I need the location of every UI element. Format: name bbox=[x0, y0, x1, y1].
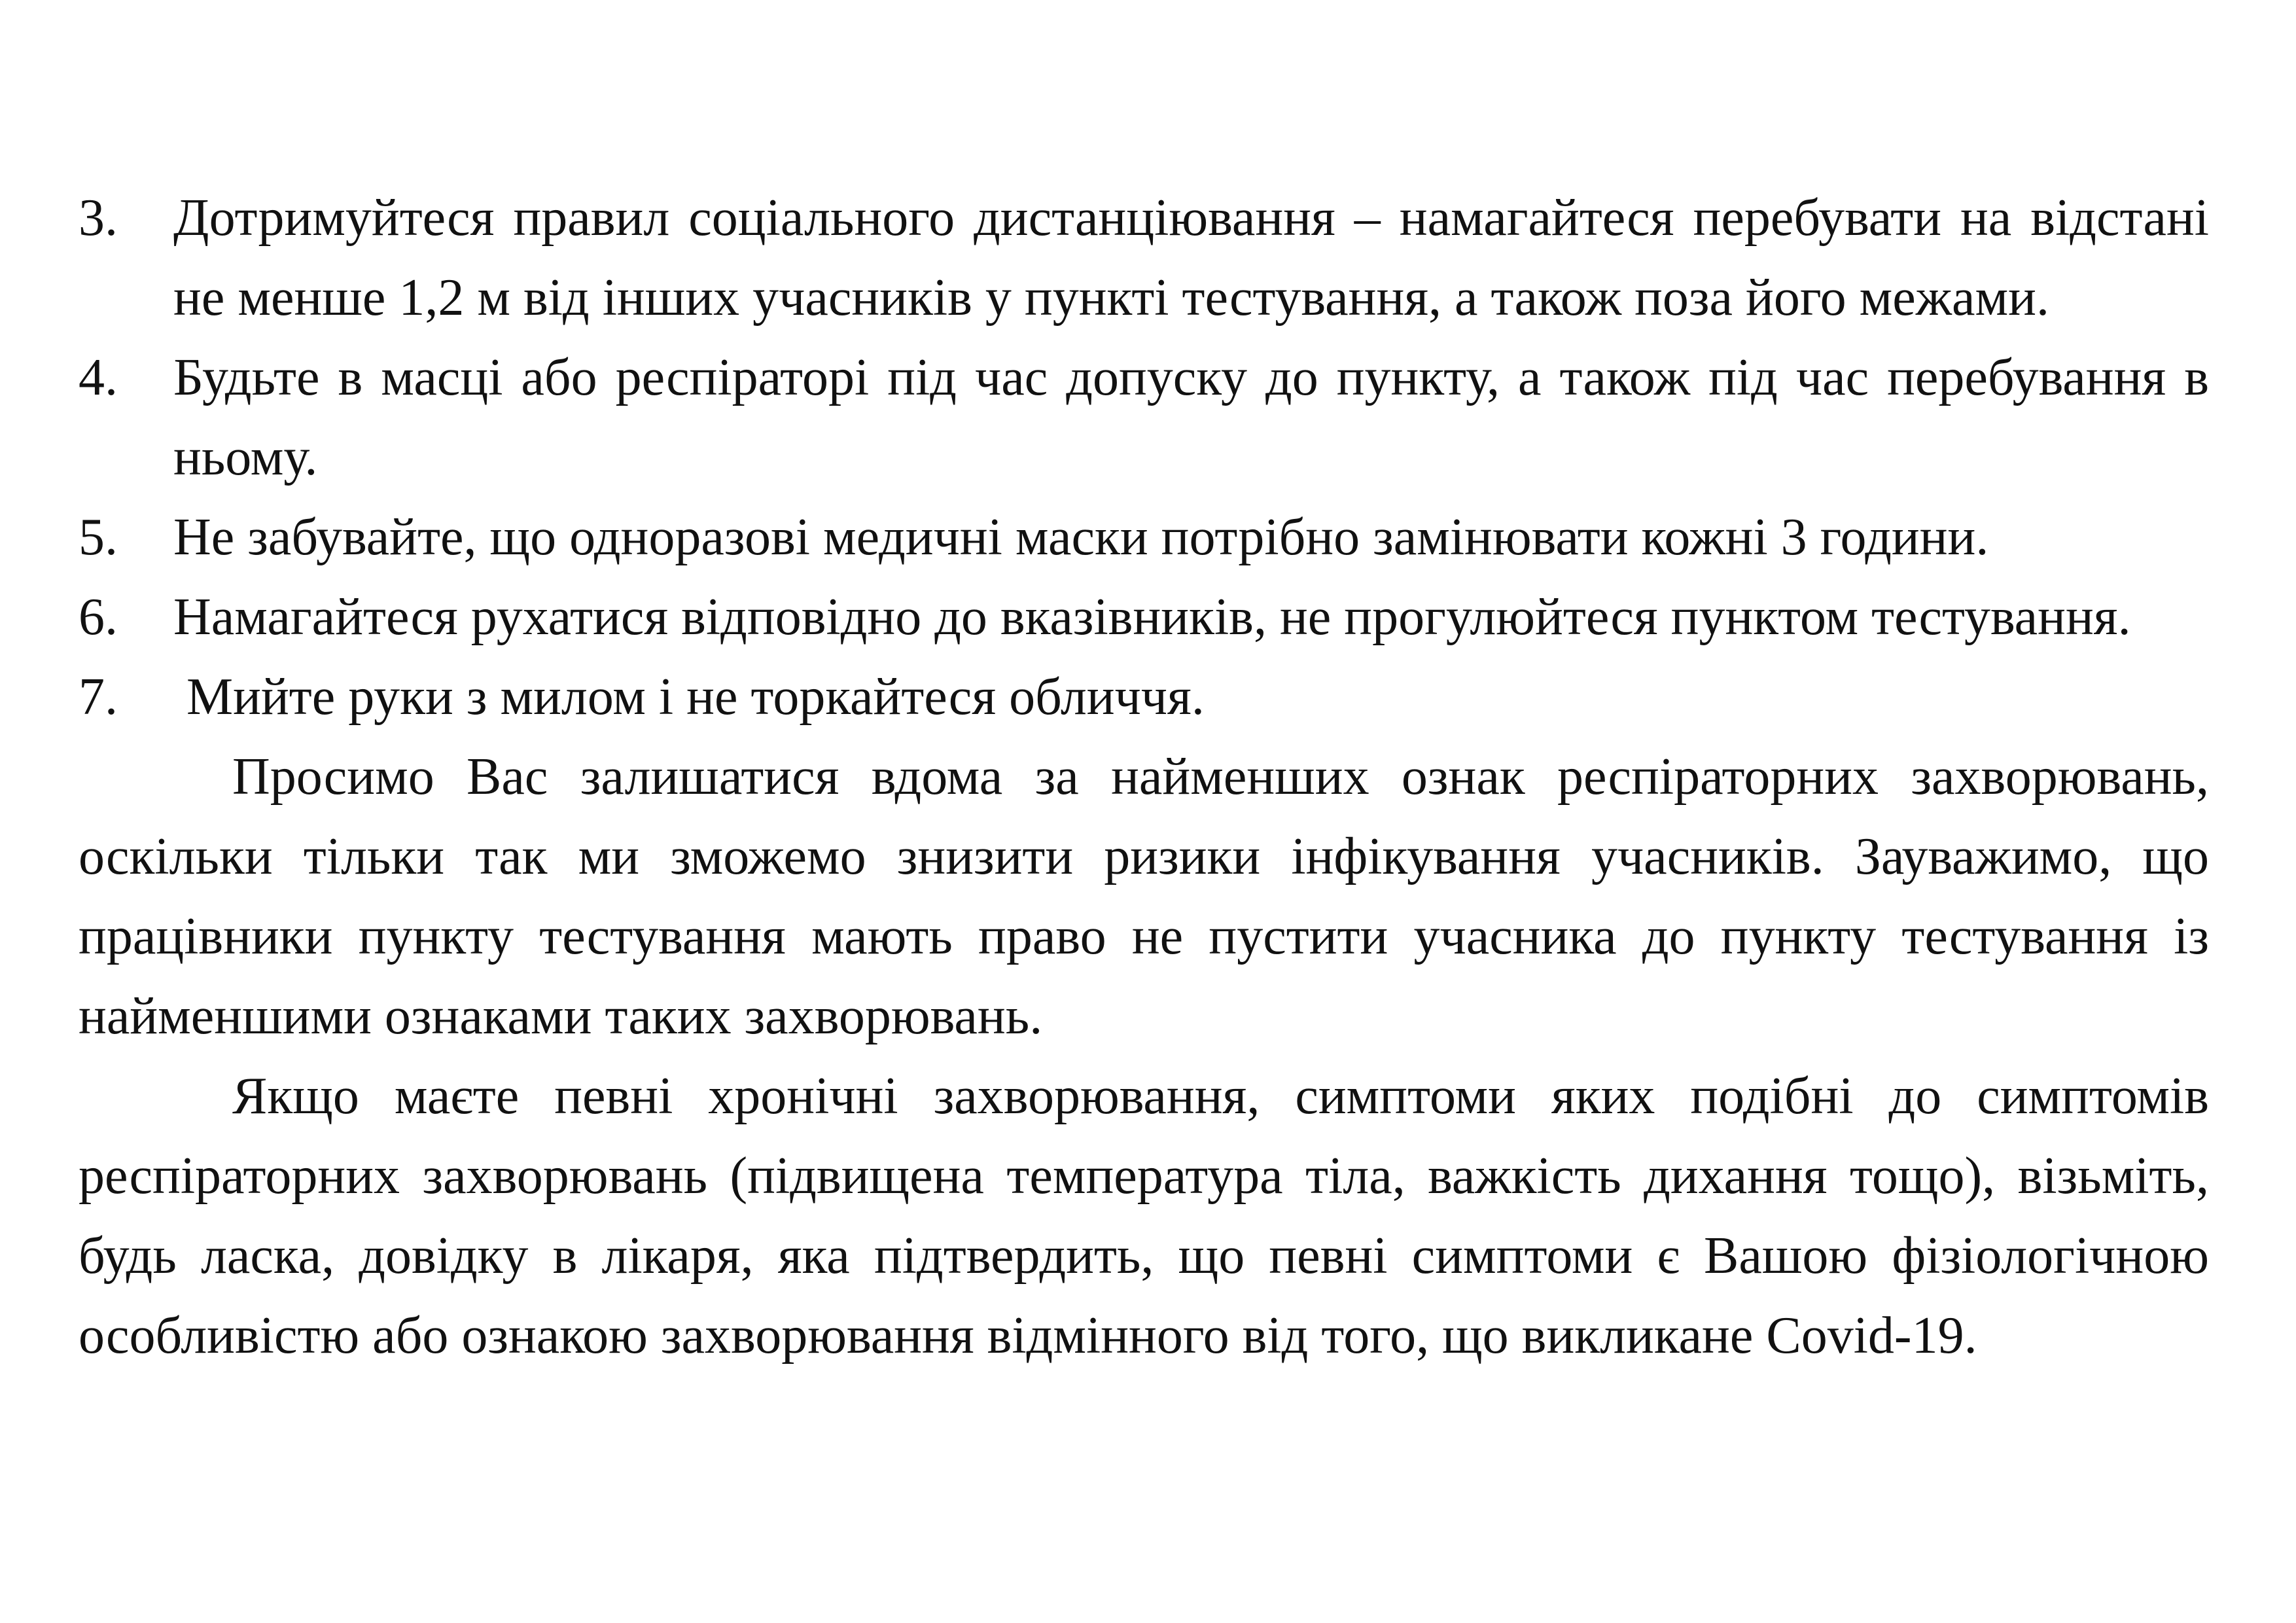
list-item-text: Дотримуйтеся правил соціального дистанціювання – намагайтеся перебувати на відстані не менше 1,2 м від інших учасників у пункті тестування, а також поза його межами. bbox=[173, 189, 2209, 327]
list-item-text: Мийте руки з милом і не торкайтеся обличчя. bbox=[186, 668, 1205, 726]
list-item bbox=[79, 657, 2209, 737]
list-item bbox=[79, 178, 2209, 338]
body-paragraph: Просимо Вас залишатися вдома за найменших ознак респіраторних захворювань, оскільки тільки так ми зможемо знизити ризики інфікування учасників. Зауважимо, що працівники пункту тестування мають право не пустити учасника до пункту тестування із найменшими ознаками таких захворювань. bbox=[79, 748, 2209, 1045]
list-item-number: 6. bbox=[79, 588, 118, 646]
list-item-text: Намагайтеся рухатися відповідно до вказівників, не прогулюйтеся пунктом тестування. bbox=[173, 588, 2131, 646]
document-page bbox=[79, 178, 2209, 1376]
list-item-number: 7. bbox=[79, 668, 118, 726]
list-item bbox=[79, 338, 2209, 497]
list-item-number: 5. bbox=[79, 508, 118, 566]
list-item-text: Будьте в масці або респіраторі під час допуску до пункту, а також під час перебування в ньому. bbox=[173, 349, 2209, 486]
list-item-number: 3. bbox=[79, 189, 118, 247]
list-item bbox=[79, 497, 2209, 577]
list-item-text: Не забувайте, що одноразові медичні маски потрібно замінювати кожні 3 години. bbox=[173, 508, 1989, 566]
body-paragraph: Якщо маєте певні хронічні захворювання, симптоми яких подібні до симптомів респіраторних захворювань (підвищена температура тіла, важкість дихання тощо), візьміть, будь ласка, довідку в лікаря, яка підтвердить, що певні симптоми є Вашою фізіологічною особливістю або ознакою захворювання відмінного від того, що викликане Covid-19. bbox=[79, 1067, 2209, 1364]
list-item-number: 4. bbox=[79, 349, 118, 406]
numbered-list bbox=[79, 178, 2209, 737]
list-item bbox=[79, 577, 2209, 657]
